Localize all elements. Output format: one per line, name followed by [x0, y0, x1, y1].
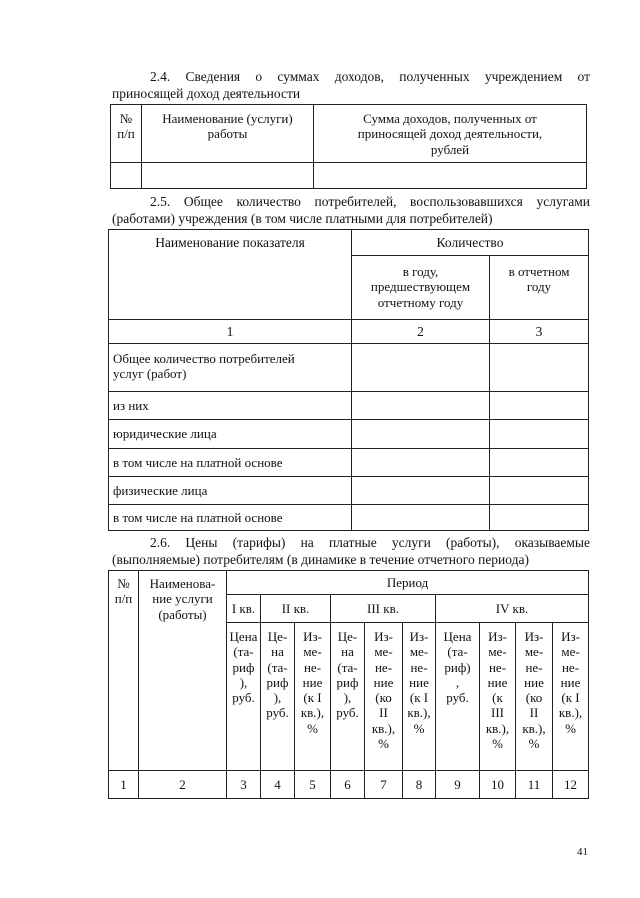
table-prices — [108, 570, 589, 799]
header-quarter-4: IV кв. — [436, 595, 589, 623]
heading-line: 2.5. Общее количество потребителей, воспользовавшихся услугами — [150, 194, 590, 209]
header-quantity: Количество — [352, 230, 589, 256]
table-row-label: физические лица — [109, 477, 352, 505]
header-indicator-name: Наименование показателя — [109, 230, 352, 320]
table-cell — [490, 477, 589, 505]
header-subcolumn: Це- на (та- риф ), руб. — [331, 623, 365, 771]
table-cell — [352, 449, 490, 477]
table-cell — [490, 344, 589, 392]
table-row-label: Общее количество потребителей услуг (работ) — [109, 344, 352, 392]
table-income — [110, 104, 587, 189]
column-number: 3 — [490, 320, 589, 344]
table-cell — [352, 477, 490, 505]
header-subcolumn: Це- на (та- риф ), руб. — [261, 623, 295, 771]
column-number: 2 — [139, 771, 227, 799]
header-subcolumn: Из- ме- не- ние (ко II кв.), % — [365, 623, 403, 771]
header-subcolumn: Из- ме- не- ние (ко II кв.), % — [516, 623, 553, 771]
column-number: 10 — [480, 771, 516, 799]
heading-line: (работами) учреждения (в том числе платными для потребителей) — [112, 211, 493, 226]
heading-line: 2.4. Сведения о суммах доходов, полученных учреждением от — [150, 69, 590, 84]
header-subcolumn: Из- ме- не- ние (к I кв.), % — [553, 623, 589, 771]
table-cell — [314, 163, 587, 189]
table-cell — [142, 163, 314, 189]
table-cell — [352, 392, 490, 420]
table-cell — [490, 392, 589, 420]
table-cell — [352, 505, 490, 531]
table-row-label: из них — [109, 392, 352, 420]
column-number: 3 — [227, 771, 261, 799]
page-number: 41 — [577, 846, 588, 858]
table-row-label: в том числе на платной основе — [109, 505, 352, 531]
column-number: 6 — [331, 771, 365, 799]
table-cell — [352, 344, 490, 392]
heading-line: (выполняемые) потребителям (в динамике в течение отчетного периода) — [112, 552, 530, 567]
header-report-year: в отчетном году — [490, 256, 589, 320]
header-quarter-3: III кв. — [331, 595, 436, 623]
column-number: 11 — [516, 771, 553, 799]
column-number: 4 — [261, 771, 295, 799]
column-number: 9 — [436, 771, 480, 799]
table-cell — [490, 505, 589, 531]
column-number: 2 — [352, 320, 490, 344]
header-quarter-2: II кв. — [261, 595, 331, 623]
header-previous-year: в году, предшествующем отчетному году — [352, 256, 490, 320]
table-row-label: юридические лица — [109, 420, 352, 449]
table-consumers — [108, 229, 589, 531]
section-2-4-heading — [112, 68, 590, 102]
table-cell — [111, 163, 142, 189]
header-period: Период — [227, 571, 589, 595]
table-row-label: в том числе на платной основе — [109, 449, 352, 477]
header-subcolumn: Из- ме- не- ние (к I кв.), % — [403, 623, 436, 771]
section-2-5-heading — [112, 193, 590, 227]
table-cell — [490, 420, 589, 449]
header-number: № п/п — [111, 105, 142, 163]
heading-line: приносящей доход деятельности — [112, 86, 301, 101]
header-service-name: Наименование (услуги) работы — [142, 105, 314, 163]
header-income-sum: Сумма доходов, полученных от приносящей доход деятельности, рублей — [314, 105, 587, 163]
column-number: 1 — [109, 771, 139, 799]
column-number: 8 — [403, 771, 436, 799]
column-number: 1 — [109, 320, 352, 344]
column-number: 7 — [365, 771, 403, 799]
header-subcolumn: Цена (та- риф ), руб. — [227, 623, 261, 771]
column-number: 5 — [295, 771, 331, 799]
header-subcolumn: Из- ме- не- ние (к I кв.), % — [295, 623, 331, 771]
table-cell — [490, 449, 589, 477]
header-subcolumn: Из- ме- не- ние (к III кв.), % — [480, 623, 516, 771]
header-quarter-1: I кв. — [227, 595, 261, 623]
table-cell — [352, 420, 490, 449]
section-2-6-heading — [112, 534, 590, 568]
column-number: 12 — [553, 771, 589, 799]
heading-line: 2.6. Цены (тарифы) на платные услуги (работы), оказываемые — [150, 535, 590, 550]
header-subcolumn: Цена (та- риф) , руб. — [436, 623, 480, 771]
header-service-name: Наименова- ние услуги (работы) — [139, 571, 227, 771]
header-number: № п/п — [109, 571, 139, 771]
